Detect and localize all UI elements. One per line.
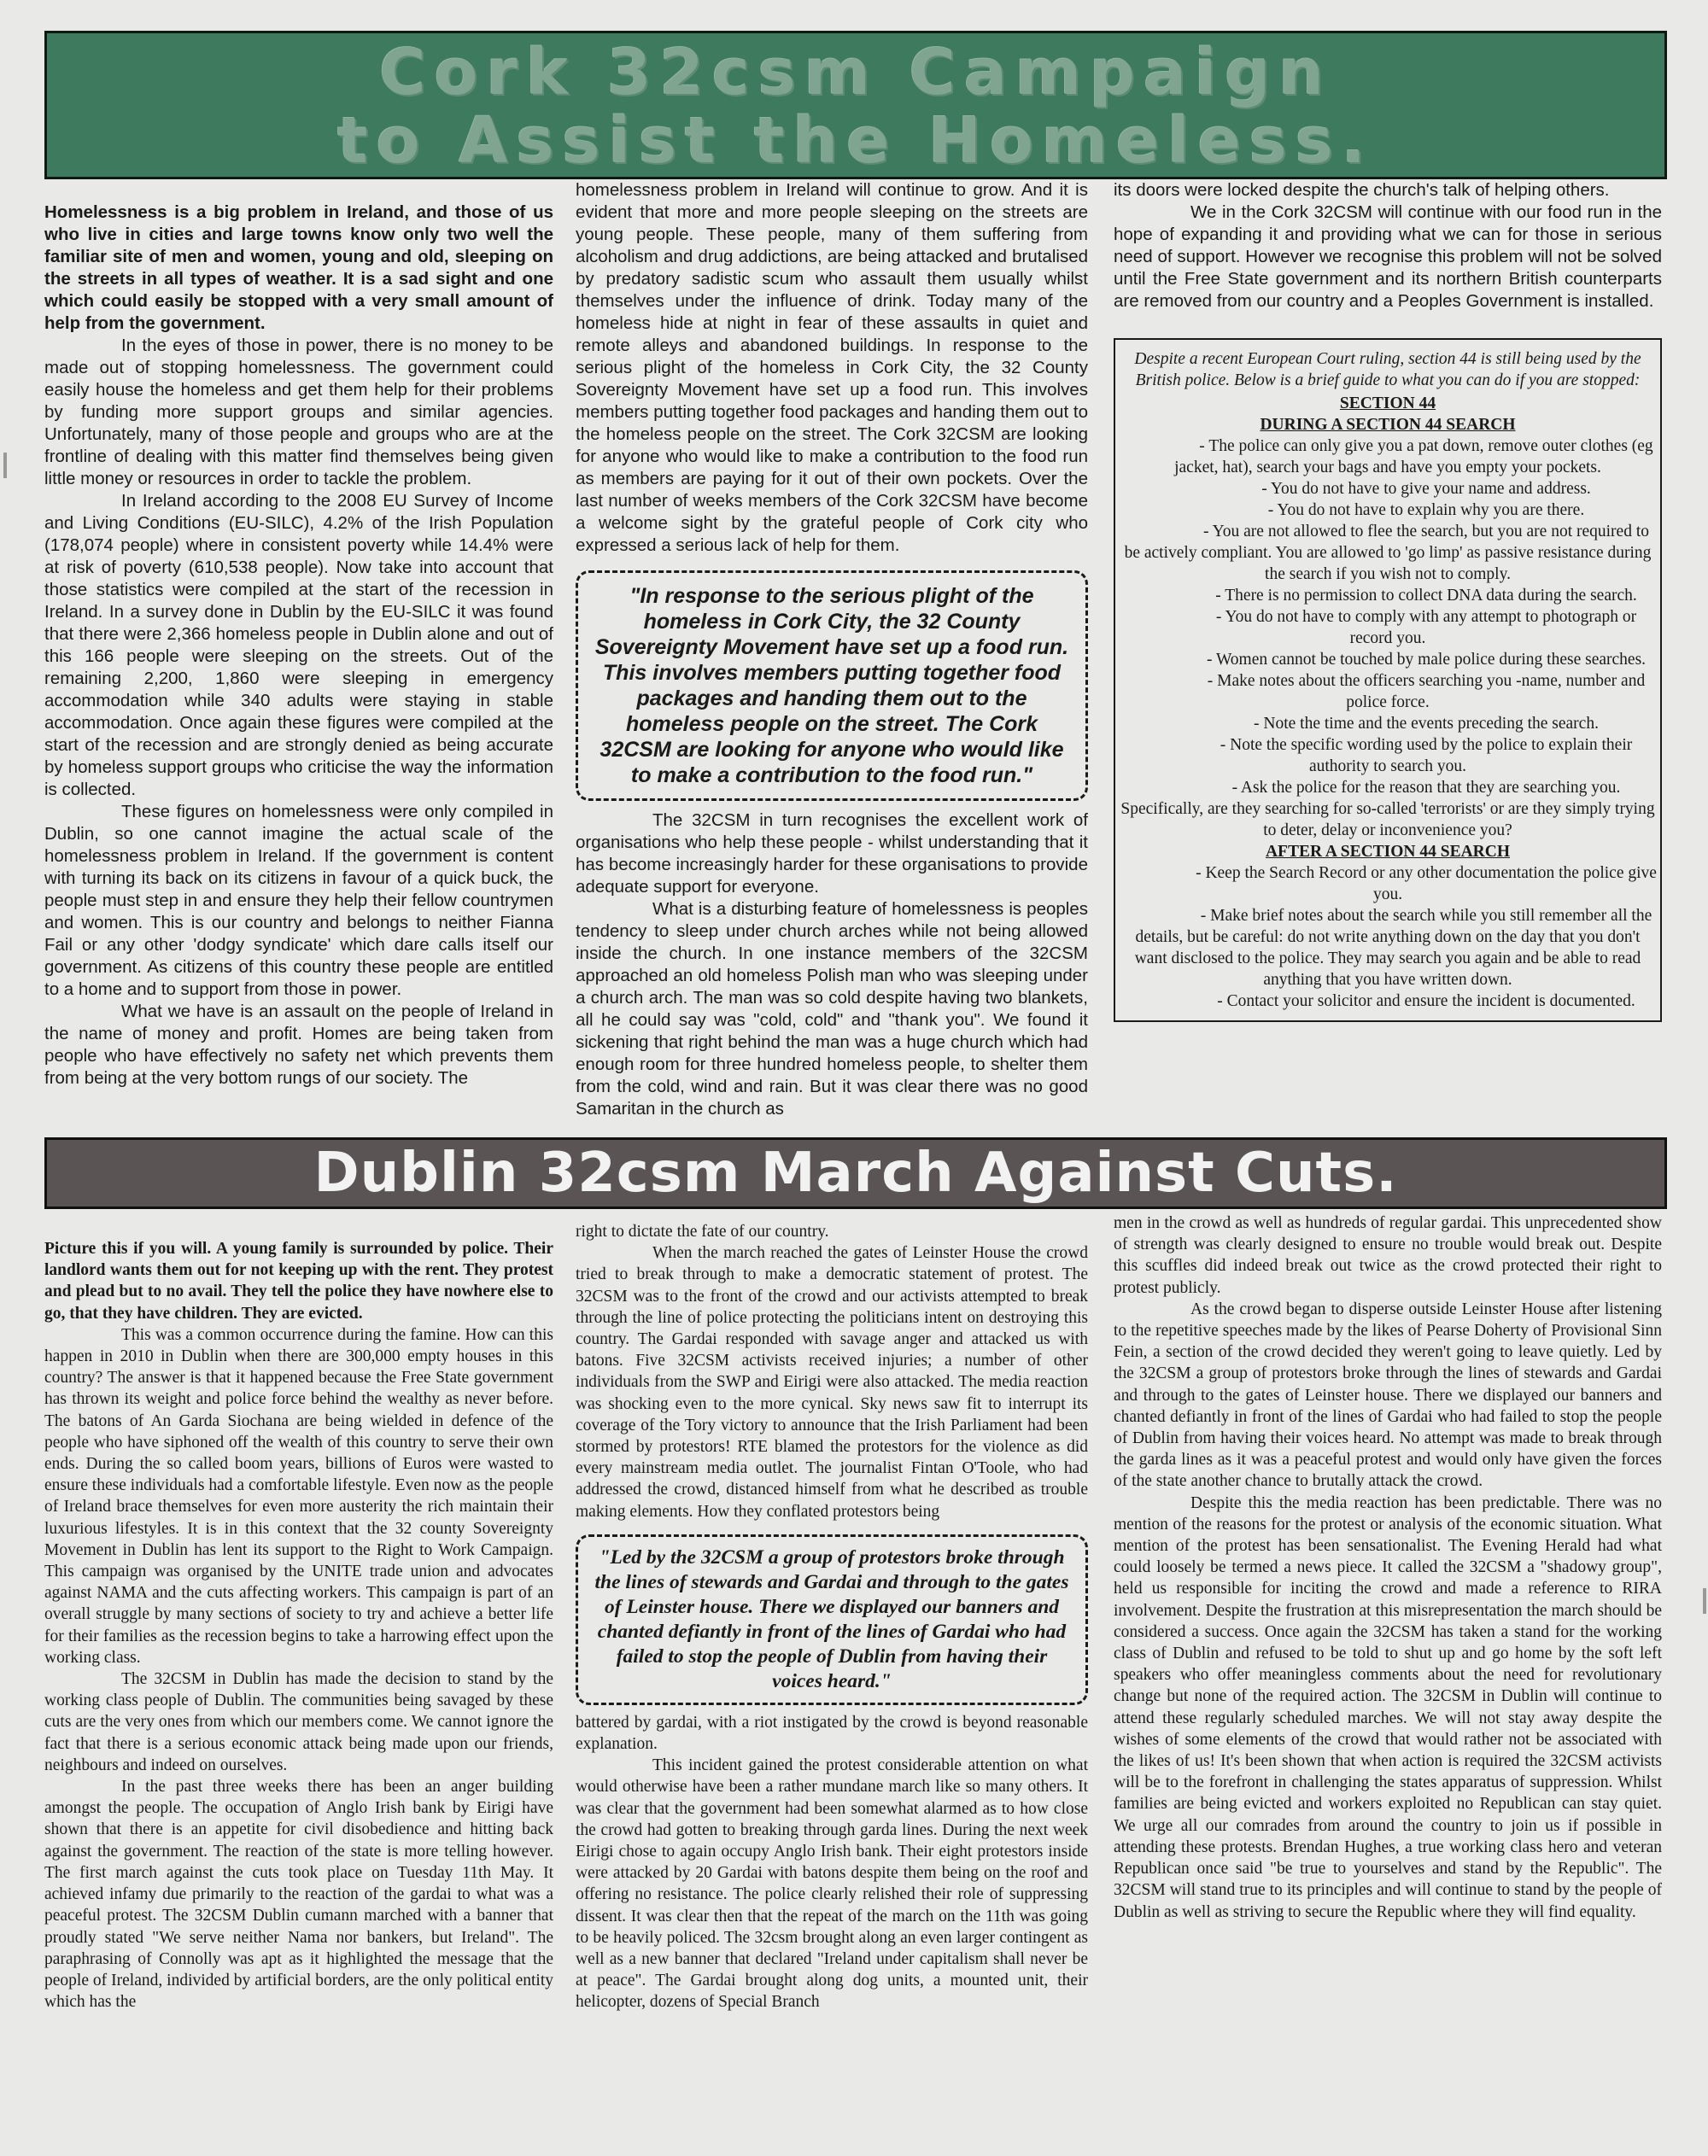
article2-paragraph: men in the crowd as well as hundreds of regular gardai. This unprecedented show of strength was clearly designed to ensure no trouble would break out. Despite this scuffles did indeed break out twice as the crowd protected their right to protest publicly.	[1114, 1214, 1662, 1297]
article1-title-line1: Cork 32csm Campaign	[379, 36, 1332, 109]
article1-paragraph: In Ireland according to the 2008 EU Survey of Income and Living Conditions (EU-SILC), 4.2% of the Irish Population (178,074 people) where in consistent poverty while 14.4% were at risk of poverty (610,538 people). Now take into account that those statistics were compiled at the start of the recession in Ireland. In a survey done in Dublin by the EU-SILC it was found that there were 2,366 homeless people in Dublin alone and out of this 166 people were sleeping on the streets. Out of the remaining 2,200, 1,860 were sleeping in emergency accommodation while 340 adults were staying in stable accommodation. Once again these figures were compiled at the start of the recession and are strongly denied as being accurate by homeless support groups who criticise the way the information is collected.	[44, 491, 553, 799]
section44-item: - Make notes about the officers searching you -name, number and police force.	[1207, 672, 1646, 711]
article1-column-2	[576, 179, 1088, 1120]
article2-title-banner	[44, 1137, 1667, 1209]
article2-column-3	[1114, 1212, 1662, 1923]
article2-paragraph: Despite this the media reaction has been predictable. There was no mention of the reasons for the protest or analysis of the economic situation. What mention of the protest has been sensationalist. The Evening Herald had what could loosely be termed a news piece. It called the 32CSM a "shadowy group", held us responsible for inciting the crowd and made a reference to RIRA involvement. Despite the frustration at this misrepresentation the march should be considered a success. Once again the 32CSM has taken a stand for the working class of Dublin and refused to be told to shut up and go home by the soft left speakers who offer meaningless comments about the need for revolutionary change but none of the required action. The 32CSM in Dublin will continue to attend these regularly scheduled marches. We will not stay away despite the wishes of some elements of the crowd that would rather not be associated with the likes of us! It's been shown that when action is required the 32CSM activists will be to the forefront in challenging the states apparatus of suppression. Whilst families are being evicted and workers exploited no Republican can stay quiet. We urge all our comrades from around the country to join us if possible in attending these protests. Brendan Hughes, a true working class hero and veteran Republican once said "be true to yourselves and stand by the Republic". The 32CSM will stand true to its principles and will continue to stand by the people of Dublin as well as striving to secure the Republic where they will find equality.	[1114, 1493, 1662, 1921]
binding-mark	[3, 453, 7, 478]
article1-paragraph: In the eyes of those in power, there is no money to be made out of stopping homelessness. The government could easily house the homeless and get them help for their problems by funding more support groups and similar agencies. Unfortunately, many of those people and groups who are at the frontline of dealing with this matter find themselves being given little money or resources in order to tackle the problem.	[44, 336, 553, 488]
article1-paragraph: What we have is an assault on the people of Ireland in the name of money and profit. Homes are being taken from people who have effectively no safety net which prevents them from being at the very bottom rungs of our society. The	[44, 1002, 553, 1088]
section44-after-heading: AFTER A SECTION 44 SEARCH	[1265, 843, 1511, 861]
article1-column-1	[44, 202, 553, 1090]
article1-title-banner	[44, 31, 1667, 179]
article2-paragraph: When the march reached the gates of Leinster House the crowd tried to break through to make a democratic statement of protest. The 32CSM was to the front of the crowd and our activists attempted to break through the line of police protecting the politicians intent on destroying this country. The Gardai responded with savage anger and attacked us with batons. Five 32CSM activists received injuries; a number of other individuals from the SWP and Eirigi were also attacked. The media reaction was shocking even to the more cynical. Sky news saw fit to interrupt its coverage of the Tory victory to announce that the Irish Parliament had been stormed by protestors! RTE blamed the protestors for the violence as did every mainstream media outlet. The journalist Fintan O'Toole, who had addressed the crowd, distanced himself from what he described as trouble making elements. How they conflated protestors being	[576, 1244, 1088, 1521]
article1-lead-paragraph: Homelessness is a big problem in Ireland, and those of us who live in cities and large towns know only two well the familiar site of men and women, young and old, sleeping on the streets in all types of weather. It is a sad sight and one which could easily be stopped with a very small amount of help from the government.	[44, 202, 553, 333]
section44-item: - Keep the Search Record or any other documentation the police give you.	[1196, 864, 1657, 903]
article1-pull-quote: "In response to the serious plight of the homeless in Cork City, the 32 County Sovereignty Movement have set up a food run. This involves members putting together food packages and handing them out to the homeless people on the street. The Cork 32CSM are looking for anyone who would like to make a contribution to the food run."	[576, 570, 1088, 801]
section44-item: - Contact your solicitor and ensure the incident is documented.	[1217, 992, 1635, 1010]
section44-item: - You do not have to explain why you are there.	[1267, 501, 1585, 519]
article2-paragraph: This was a common occurrence during the famine. How can this happen in 2010 in Dublin when there are 300,000 empty houses in this country? The answer is that it happened because the Free State government has thrown its weight and police force behind the wealthy as never before. The batons of An Garda Siochana are being wielded in defence of the people who have siphoned off the wealth of this country to serve their own ends. During the so called boom years, billions of Euros were wasted to ensure these individuals had a comfortable lifestyle. Even now as the people of Ireland brace themselves for even more austerity the rich maintain their luxurious lifestyles. It is in this context that the 32 county Sovereignty Movement in Dublin has lent its support to the Right to Work Campaign. This campaign was organised by the UNITE trade union and advocates against NAMA and the cuts affecting workers. This campaign is part of an overall struggle by many sections of society to try and achieve a better life for their families as the recession begins to take a harrowing effect upon the working class.	[44, 1325, 553, 1667]
article2-column-1	[44, 1238, 553, 2013]
article1-paragraph: These figures on homelessness were only compiled in Dublin, so one cannot imagine the actual scale of the homelessness problem in Ireland. If the government is content with turning its back on its citizens in favour of a quick buck, the people must step in and ensure they help their fellow countrymen and women. This is our country and belongs to neither Fianna Fail or any other 'dodgy syndicate' which dare calls itself our government. As citizens of this country these people are entitled to a home and to support from those in power.	[44, 802, 553, 999]
section44-item: - Note the specific wording used by the police to explain their authority to search you.	[1220, 736, 1633, 775]
section44-item: - You do not have to give your name and address.	[1261, 480, 1591, 498]
section44-heading: SECTION 44	[1339, 394, 1436, 412]
section44-intro: Despite a recent European Court ruling, section 44 is still being used by the British police. Below is a brief guide to what you can do if you are stopped:	[1134, 350, 1641, 389]
section44-item: - The police can only give you a pat down, remove outer clothes (eg jacket, hat), search your bags and have you empty your pockets.	[1174, 437, 1653, 476]
article2-paragraph: As the crowd began to disperse outside Leinster House after listening to the repetitive speeches made by the likes of Pearse Doherty of Provisional Sinn Fein, a section of the crowd decided they weren't going to leave quietly. Led by the 32CSM a group of protestors broke through the lines of stewards and Gardai and through to the gates of Leinster house. There we displayed our banners and chanted defiantly in front of the lines of Gardai who had failed to stop the people of Dublin from having their voices heard. No attempt was made to break through the garda lines as it was a peaceful protest and would only have given the forces of the state another chance to brutally attack the crowd.	[1114, 1300, 1662, 1491]
article1-paragraph: its doors were locked despite the church's talk of helping others.	[1114, 180, 1610, 200]
section44-item: - Make brief notes about the search while you still remember all the details, but be careful: do not write anything down on the day that you don't want disclosed to the police. They may search you again and be able to read anything that you have written down.	[1134, 907, 1652, 989]
article1-paragraph: The 32CSM in turn recognises the excellent work of organisations who help these people - whilst understanding that it has become increasingly harder for these organisations to provide adequate support for everyone.	[576, 810, 1088, 897]
article2-lead-paragraph: Picture this if you will. A young family is surrounded by police. Their landlord wants them out for not keeping up with the rent. They protest and plead but to no avail. They tell the police they have nowhere else to go, that they have children. They are evicted.	[44, 1240, 553, 1323]
section44-item: - There is no permission to collect DNA data during the search.	[1215, 587, 1637, 605]
article1-paragraph: homelessness problem in Ireland will continue to grow. And it is evident that more and more people sleeping on the streets are young people. These people, many of them suffering from alcoholism and drug addictions, are being attacked and brutalised by predatory sadistic scum who assault them usually whilst themselves under the influence of drink. Today many of the homeless hide at night in fear of these assaults in quiet and remote alleys and abandoned buildings. In response to the serious plight of the homeless in Cork City, the 32 County Sovereignty Movement have set up a food run. This involves members putting together food packages and handing them out to the homeless people on the street. The Cork 32CSM are looking for anyone who would like to make a contribution to the food run as members are paying for it out of their own pockets. Over the last number of weeks members of the Cork 32CSM have become a welcome sight by the grateful people of Cork city who expressed a serious lack of help for them.	[576, 180, 1088, 555]
section44-item: - Note the time and the events preceding the search.	[1254, 715, 1599, 733]
section44-item: - Ask the police for the reason that they are searching you. Specifically, are they searching for so-called 'terrorists' or are they simply trying to deter, delay or inconvenience you?	[1120, 779, 1655, 839]
article2-paragraph: This incident gained the protest considerable attention on what would otherwise have been a rather mundane march like so many others. It was clear that the government had been somewhat alarmed as to how close the crowd had gotten to breaking through garda lines. During the next week Eirigi chose to again occupy Anglo Irish bank. Their eight protestors inside were attacked by 20 Gardai with batons despite them being on the roof and offering no resistance. The police clearly relished their role of suppressing dissent. It was clear then that the repeat of the march on the 11th was going to be heavily policed. The 32csm brought along an even larger contingent as well as a new banner that declared "Ireland under capitalism shall never be at peace". The Gardai brought along dog units, a mounted unit, their helicopter, dozens of Special Branch	[576, 1756, 1088, 2012]
article2-paragraph: The 32CSM in Dublin has made the decision to stand by the working class people of Dublin. The communities being savaged by these cuts are the very ones from which our members come. We cannot ignore the fact that there is a serious economic attack being made upon our friends, neighbours and indeed on ourselves.	[44, 1670, 553, 1774]
article2-column-2	[576, 1221, 1088, 2013]
section44-box	[1114, 338, 1662, 1022]
article2-pull-quote: "Led by the 32CSM a group of protestors broke through the lines of stewards and Gardai and through to the gates of Leinster house. There we displayed our banners and chanted defiantly in front of the lines of Gardai who had failed to stop the people of Dublin from having their voices heard."	[576, 1534, 1088, 1705]
article1-title-line2: to Assist the Homeless.	[337, 104, 1374, 178]
article2-paragraph: In the past three weeks there has been an anger building amongst the people. The occupation of Anglo Irish bank by Eirigi have shown that there is an appetite for civil disobedience and hitting back against the government. The reaction of the state is more telling however. The first march against the cuts took place on Tuesday 11th May. It achieved infamy due primarily to the reaction of the gardai to what was a peaceful protest. The 32CSM Dublin cumann marched with a banner that proudly stated "We serve neither Nama nor bankers, but Ireland". The paraphrasing of Connolly was apt as it highlighted the message that the people of Ireland, individed by artificial borders, are the only political entity which has the	[44, 1778, 553, 2012]
section44-item: - You do not have to comply with any attempt to photograph or record you.	[1215, 608, 1637, 647]
article1-column-3	[1114, 179, 1662, 1022]
article1-paragraph: What is a disturbing feature of homelessness is peoples tendency to sleep under church arches while not being allowed inside the church. In one instance members of the 32CSM approached an old homeless Polish man who was sleeping under a church arch. The man was so cold despite having two blankets, all he could say was "cold, cold" and "thank you". We found it sickening that right behind the man was a huge church which had enough room for three hundred homeless people, to shelter them from the cold, wind and rain. But it was clear there was no good Samaritan in the church as	[576, 899, 1088, 1119]
article1-paragraph: We in the Cork 32CSM will continue with our food run in the hope of expanding it and providing what we can for those in serious need of support. However we recognise this problem will not be solved until the Free State government and its northern British counterparts are removed from our country and a Peoples Government is installed.	[1114, 202, 1662, 311]
section44-item: - You are not allowed to flee the search, but you are not required to be actively compliant. You are allowed to 'go limp' as passive resistance during the search if you wish not to comply.	[1124, 523, 1652, 583]
section44-during-heading: DURING A SECTION 44 SEARCH	[1260, 416, 1516, 434]
article2-paragraph: battered by gardai, with a riot instigated by the crowd is beyond reasonable explanation.	[576, 1713, 1088, 1754]
section44-item: - Women cannot be touched by male police during these searches.	[1206, 651, 1647, 669]
article2-title: Dublin 32csm March Against Cuts.	[313, 1142, 1398, 1205]
article2-paragraph: right to dictate the fate of our country.	[576, 1223, 829, 1241]
binding-mark	[1703, 1588, 1706, 1614]
